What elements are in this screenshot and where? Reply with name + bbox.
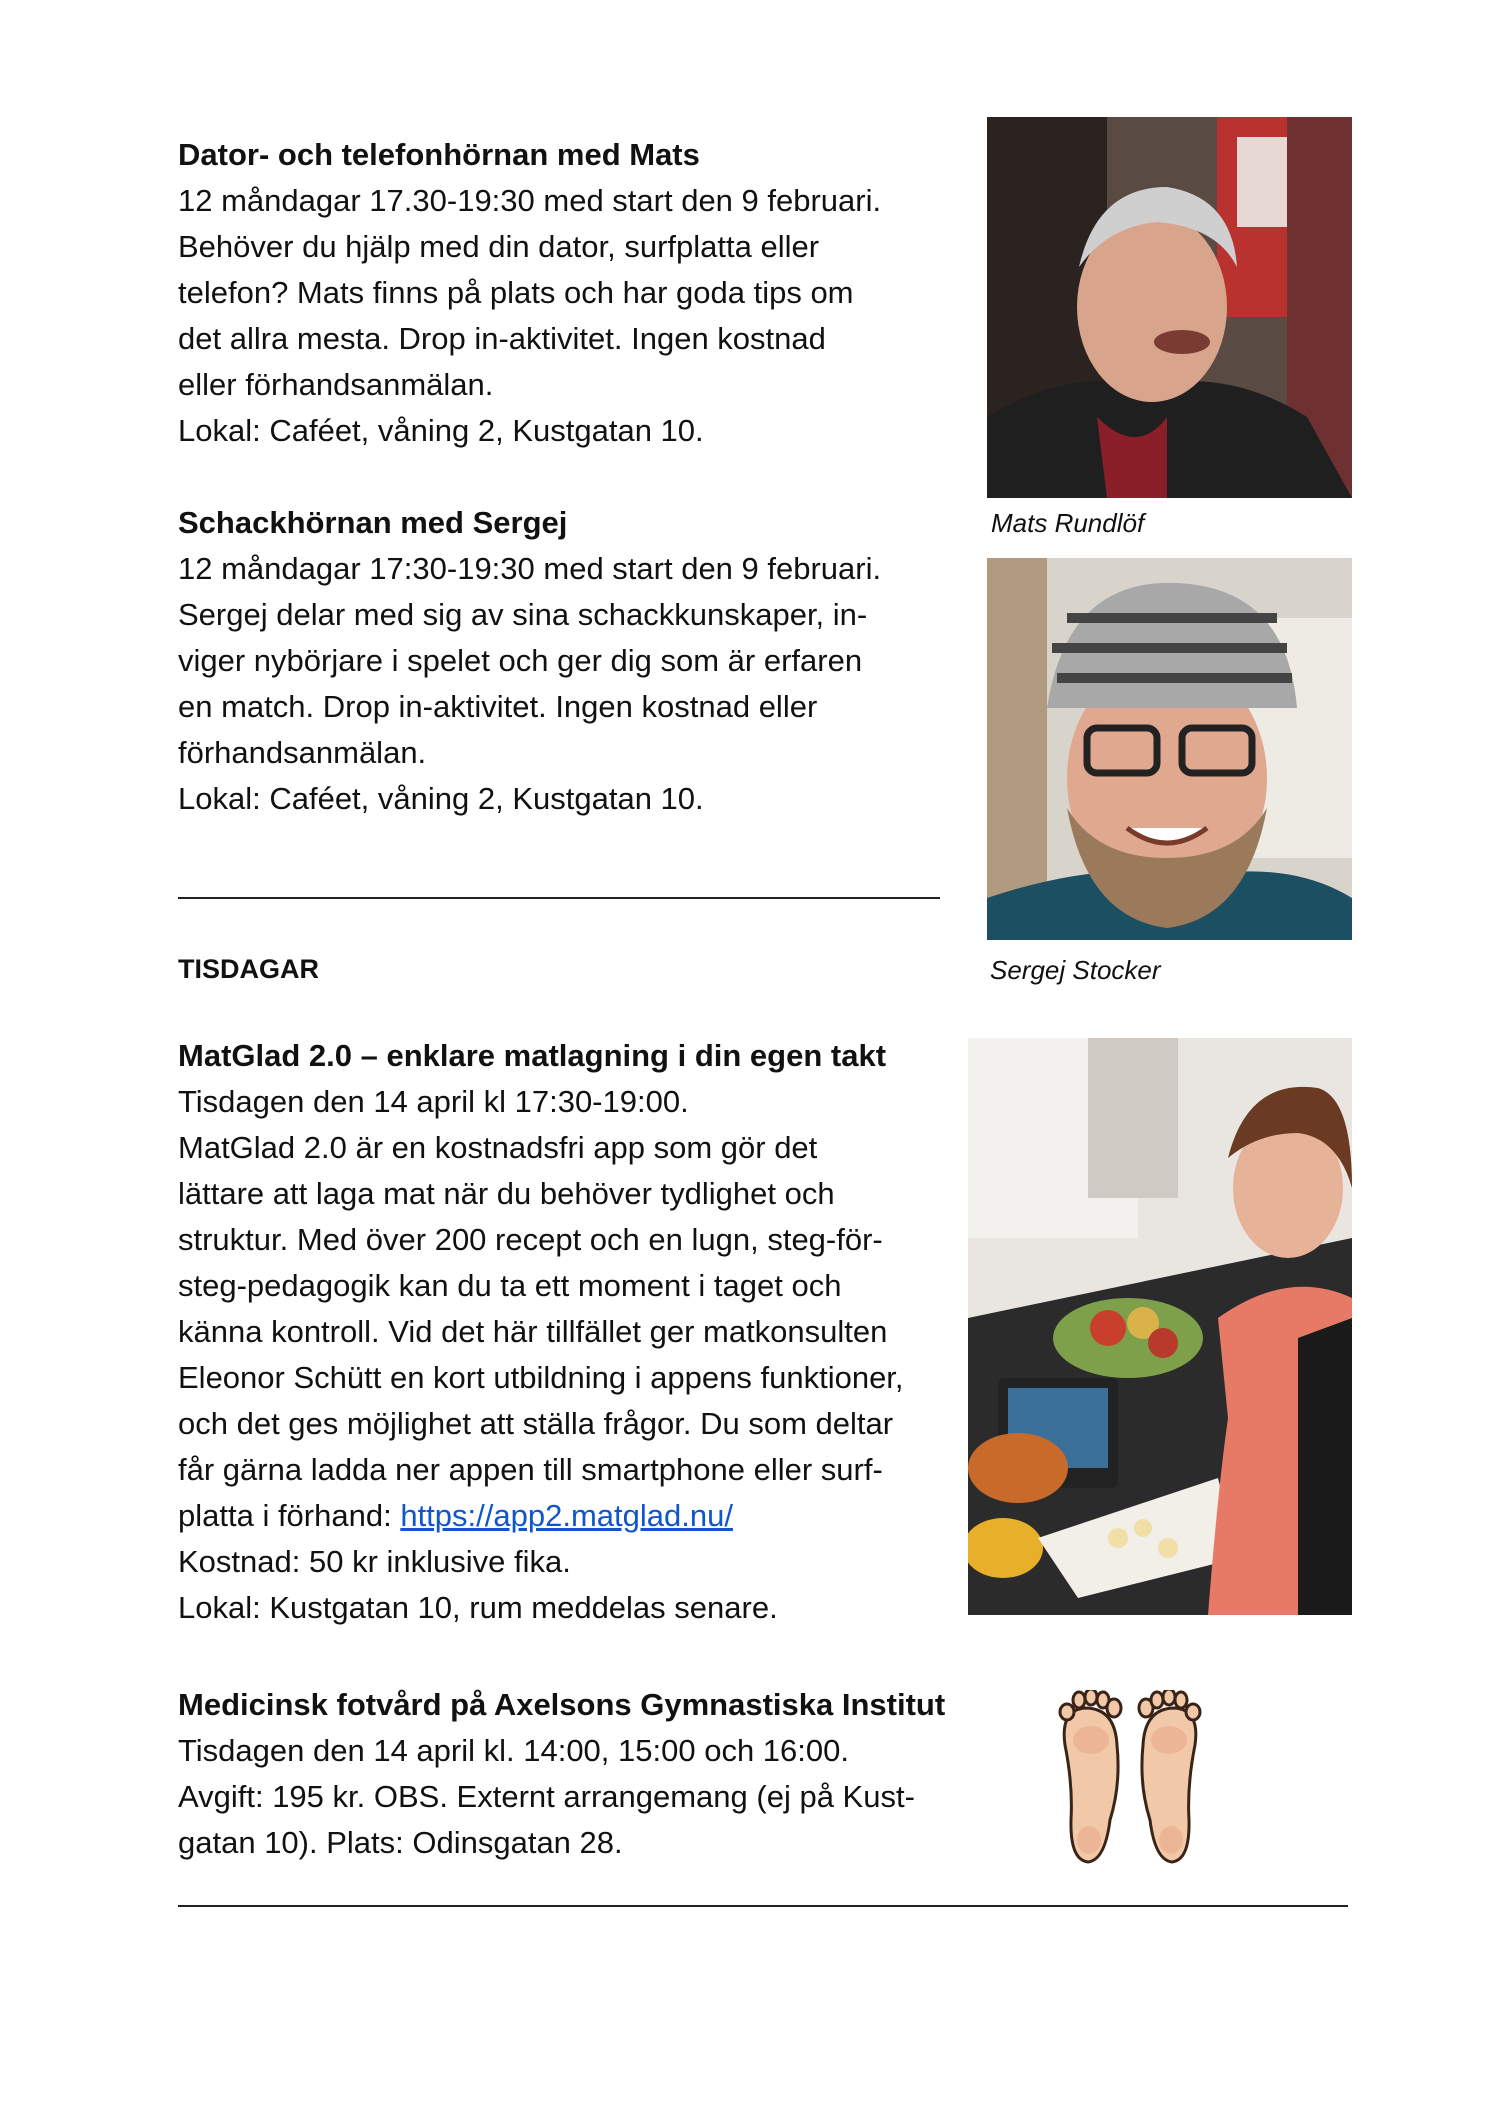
text-line: Eleonor Schütt en kort utbildning i appens funktioner, <box>178 1360 904 1395</box>
text-line: Lokal: Kustgatan 10, rum meddelas senare. <box>178 1590 778 1625</box>
section-fotvard <box>178 1682 945 1866</box>
text-line: lättare att laga mat när du behöver tydlighet och <box>178 1176 835 1211</box>
photo-sergej <box>987 558 1352 940</box>
text-line: får gärna ladda ner appen till smartphone eller surf- <box>178 1452 883 1487</box>
section-matglad <box>178 1033 904 1631</box>
section-schack <box>178 500 881 822</box>
text-line: en match. Drop in-aktivitet. Ingen kostnad eller <box>178 689 818 724</box>
divider <box>178 1905 1348 1907</box>
text-line: telefon? Mats finns på plats och har goda tips om <box>178 275 854 310</box>
text-line: Behöver du hjälp med din dator, surfplatta eller <box>178 229 820 264</box>
text-line: gatan 10). Plats: Odinsgatan 28. <box>178 1825 623 1860</box>
link-prefix: platta i förhand: <box>178 1498 401 1533</box>
text-line: Tisdagen den 14 april kl 17:30-19:00. <box>178 1084 689 1119</box>
text-line: Sergej delar med sig av sina schackkunskaper, in- <box>178 597 868 632</box>
photo-cooking <box>968 1038 1352 1615</box>
divider <box>178 897 940 899</box>
feet-icon <box>1055 1690 1205 1870</box>
photo-caption-mats: Mats Rundlöf <box>991 508 1145 538</box>
text-line: Lokal: Caféet, våning 2, Kustgatan 10. <box>178 413 704 448</box>
photo-mats <box>987 117 1352 498</box>
text-line: struktur. Med över 200 recept och en lugn, steg-för- <box>178 1222 883 1257</box>
text-line: viger nybörjare i spelet och ger dig som är erfaren <box>178 643 863 678</box>
text-line: 12 måndagar 17.30-19:30 med start den 9 februari. <box>178 183 882 218</box>
text-line: eller förhandsanmälan. <box>178 367 494 402</box>
matglad-link[interactable]: https://app2.matglad.nu/ <box>400 1498 733 1533</box>
text-line: förhandsanmälan. <box>178 735 427 770</box>
text-line: Kostnad: 50 kr inklusive fika. <box>178 1544 571 1579</box>
text-line: känna kontroll. Vid det här tillfället ger matkonsulten <box>178 1314 888 1349</box>
photo-caption-sergej: Sergej Stocker <box>990 955 1161 985</box>
text-line: 12 måndagar 17:30-19:30 med start den 9 februari. <box>178 551 882 586</box>
text-line: Tisdagen den 14 april kl. 14:00, 15:00 och 16:00. <box>178 1733 849 1768</box>
text-line: det allra mesta. Drop in-aktivitet. Ingen kostnad <box>178 321 826 356</box>
text-line <box>178 1493 904 1539</box>
text-line: Lokal: Caféet, våning 2, Kustgatan 10. <box>178 781 704 816</box>
section-title: MatGlad 2.0 – enklare matlagning i din egen takt <box>178 1038 887 1073</box>
section-title: Dator- och telefonhörnan med Mats <box>178 137 700 172</box>
text-line: och det ges möjlighet att ställa frågor. Du som deltar <box>178 1406 894 1441</box>
section-title: Medicinsk fotvård på Axelsons Gymnastiska Institut <box>178 1687 946 1722</box>
day-heading: TISDAGAR <box>178 954 319 984</box>
section-dator <box>178 132 881 454</box>
text-line: MatGlad 2.0 är en kostnadsfri app som gör det <box>178 1130 818 1165</box>
text-line: Avgift: 195 kr. OBS. Externt arrangemang (ej på Kust- <box>178 1779 915 1814</box>
section-title: Schackhörnan med Sergej <box>178 505 568 540</box>
text-line: steg-pedagogik kan du ta ett moment i taget och <box>178 1268 842 1303</box>
